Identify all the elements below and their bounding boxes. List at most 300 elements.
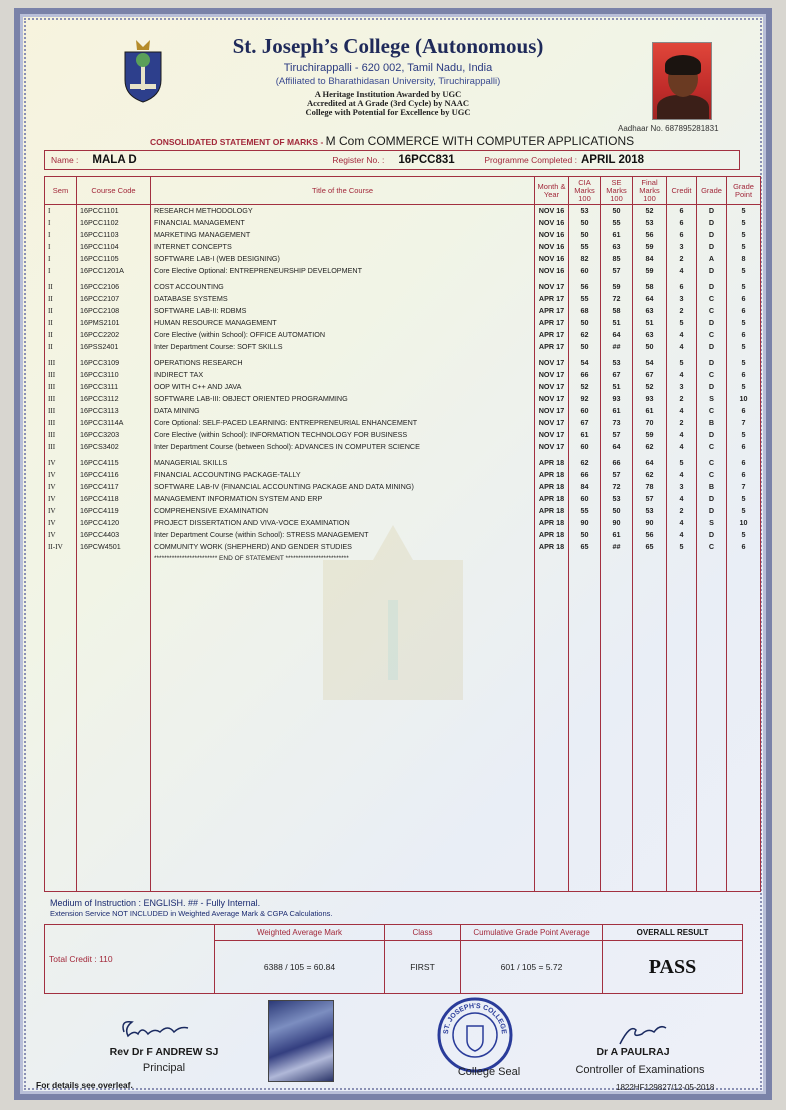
- row-course-code: 16PCC3203: [77, 429, 151, 441]
- overall-label: OVERALL RESULT: [603, 925, 743, 941]
- row-credit: 4: [667, 329, 697, 341]
- row-credit: 2: [667, 305, 697, 317]
- row-credit: 3: [667, 241, 697, 253]
- row-final: 90: [633, 517, 667, 529]
- row-course-code: 16PCC1201A: [77, 265, 151, 277]
- row-course-title: Core Elective Optional: ENTREPRENEURSHIP DEVELOPMENT: [151, 265, 535, 277]
- row-credit: 2: [667, 253, 697, 265]
- row-grade: D: [697, 381, 727, 393]
- row-final: 84: [633, 253, 667, 265]
- row-course-title: MARKETING MANAGEMENT: [151, 229, 535, 241]
- row-month-year: NOV 16: [535, 229, 569, 241]
- col-sem: Sem: [45, 177, 77, 205]
- row-month-year: NOV 16: [535, 205, 569, 218]
- row-month-year: NOV 17: [535, 281, 569, 293]
- row-se: 59: [601, 281, 633, 293]
- row-month-year: APR 18: [535, 481, 569, 493]
- row-grade: S: [697, 517, 727, 529]
- row-final: 53: [633, 217, 667, 229]
- row-se: 51: [601, 317, 633, 329]
- row-grade-point: 5: [727, 317, 761, 329]
- col-grade: Grade: [697, 177, 727, 205]
- row-se: 61: [601, 229, 633, 241]
- row-sem: III: [45, 417, 77, 429]
- row-sem: IV: [45, 505, 77, 517]
- row-cia: 82: [569, 253, 601, 265]
- row-grade: C: [697, 305, 727, 317]
- row-month-year: APR 18: [535, 541, 569, 553]
- row-credit: 2: [667, 393, 697, 405]
- row-course-title: SOFTWARE LAB-III: OBJECT ORIENTED PROGRAMMING: [151, 393, 535, 405]
- row-final: 50: [633, 341, 667, 353]
- row-credit: 4: [667, 517, 697, 529]
- row-grade: D: [697, 493, 727, 505]
- row-course-code: 16PCC4403: [77, 529, 151, 541]
- row-month-year: APR 18: [535, 457, 569, 469]
- row-credit: 4: [667, 529, 697, 541]
- row-cia: 65: [569, 541, 601, 553]
- row-grade-point: 6: [727, 293, 761, 305]
- row-grade-point: 5: [727, 505, 761, 517]
- row-grade-point: 5: [727, 493, 761, 505]
- row-cia: 50: [569, 217, 601, 229]
- register-label: Register No. :: [332, 155, 385, 165]
- row-credit: 2: [667, 417, 697, 429]
- row-grade: S: [697, 393, 727, 405]
- row-cia: 50: [569, 529, 601, 541]
- table-row: [45, 317, 761, 329]
- result-table: [44, 924, 743, 994]
- end-of-statement: ************************* END OF STATEMENT *************************: [151, 553, 535, 565]
- completed-label: Programme Completed :: [484, 155, 577, 165]
- row-month-year: NOV 17: [535, 417, 569, 429]
- row-se: 57: [601, 469, 633, 481]
- row-se: 66: [601, 457, 633, 469]
- row-month-year: NOV 17: [535, 441, 569, 453]
- register-number: 16PCC831: [398, 154, 455, 166]
- row-cia: 66: [569, 369, 601, 381]
- row-cia: 55: [569, 241, 601, 253]
- row-course-title: FINANCIAL ACCOUNTING PACKAGE-TALLY: [151, 469, 535, 481]
- row-grade-point: 8: [727, 253, 761, 265]
- row-grade-point: 6: [727, 441, 761, 453]
- row-course-title: INDIRECT TAX: [151, 369, 535, 381]
- row-grade: D: [697, 241, 727, 253]
- coe-signature: [610, 1020, 670, 1048]
- row-course-title: MANAGEMENT INFORMATION SYSTEM AND ERP: [151, 493, 535, 505]
- college-address: Tiruchirappalli - 620 002, Tamil Nadu, India: [283, 62, 493, 74]
- row-credit: 6: [667, 217, 697, 229]
- row-credit: 4: [667, 369, 697, 381]
- row-grade: D: [697, 265, 727, 277]
- table-row: [45, 457, 761, 469]
- medium-note: Medium of Instruction : ENGLISH. ## - Fully Internal.: [50, 898, 261, 908]
- row-course-code: 16PCC3113: [77, 405, 151, 417]
- row-month-year: NOV 17: [535, 381, 569, 393]
- row-cia: 90: [569, 517, 601, 529]
- college-seal-icon: [436, 996, 514, 1074]
- col-grade-point: Grade Point: [727, 177, 761, 205]
- row-grade-point: 5: [727, 281, 761, 293]
- marks-table: [44, 176, 761, 892]
- end-of-statement-row: [45, 553, 761, 565]
- row-cia: 60: [569, 265, 601, 277]
- col-month-year: Month & Year: [535, 177, 569, 205]
- row-sem: IV: [45, 469, 77, 481]
- row-se: 58: [601, 305, 633, 317]
- row-month-year: APR 17: [535, 305, 569, 317]
- row-month-year: APR 18: [535, 517, 569, 529]
- row-month-year: NOV 16: [535, 253, 569, 265]
- row-cia: 53: [569, 205, 601, 218]
- row-final: 59: [633, 429, 667, 441]
- row-cia: 60: [569, 441, 601, 453]
- row-course-title: PROJECT DISSERTATION AND VIVA-VOCE EXAMINATION: [151, 517, 535, 529]
- row-course-code: 16PCC3112: [77, 393, 151, 405]
- row-credit: 4: [667, 265, 697, 277]
- row-cia: 62: [569, 329, 601, 341]
- row-se: ##: [601, 541, 633, 553]
- row-credit: 6: [667, 281, 697, 293]
- row-course-code: 16PSS2401: [77, 341, 151, 353]
- row-course-code: 16PCS3402: [77, 441, 151, 453]
- row-credit: 4: [667, 341, 697, 353]
- table-row: [45, 305, 761, 317]
- row-course-code: 16PCC4119: [77, 505, 151, 517]
- row-sem: III: [45, 393, 77, 405]
- row-sem: II: [45, 317, 77, 329]
- row-sem: I: [45, 217, 77, 229]
- table-row: [45, 429, 761, 441]
- row-final: 54: [633, 357, 667, 369]
- row-month-year: APR 18: [535, 505, 569, 517]
- row-grade-point: 10: [727, 393, 761, 405]
- class-label: Class: [385, 925, 461, 941]
- row-course-code: 16PCC4118: [77, 493, 151, 505]
- table-row: [45, 253, 761, 265]
- row-sem: I: [45, 229, 77, 241]
- table-row: [45, 341, 761, 353]
- row-course-code: 16PCC3110: [77, 369, 151, 381]
- row-course-title: COMMUNITY WORK (SHEPHERD) AND GENDER STUDIES: [151, 541, 535, 553]
- row-final: 52: [633, 205, 667, 218]
- col-se: SE Marks 100: [601, 177, 633, 205]
- row-final: 63: [633, 305, 667, 317]
- seal-label: College Seal: [457, 1066, 521, 1078]
- row-se: 67: [601, 369, 633, 381]
- row-grade-point: 5: [727, 429, 761, 441]
- row-grade: D: [697, 317, 727, 329]
- row-se: 72: [601, 293, 633, 305]
- row-grade-point: 6: [727, 329, 761, 341]
- row-final: 63: [633, 329, 667, 341]
- row-course-code: 16PCC4116: [77, 469, 151, 481]
- row-course-code: 16PCC3111: [77, 381, 151, 393]
- row-month-year: APR 17: [535, 341, 569, 353]
- row-se: 53: [601, 357, 633, 369]
- col-cia: CIA Marks 100: [569, 177, 601, 205]
- table-row: [45, 505, 761, 517]
- blank-area: [45, 565, 761, 892]
- row-credit: 3: [667, 293, 697, 305]
- row-course-code: 16PCC2107: [77, 293, 151, 305]
- overleaf-note: For details see overleaf.: [36, 1080, 133, 1090]
- row-course-title: Inter Department Course (within School): STRESS MANAGEMENT: [151, 529, 535, 541]
- row-cia: 60: [569, 405, 601, 417]
- row-sem: III: [45, 405, 77, 417]
- table-row: [45, 529, 761, 541]
- row-cia: 68: [569, 305, 601, 317]
- table-row: [45, 493, 761, 505]
- row-final: 64: [633, 457, 667, 469]
- cgpa-value: 601 / 105 = 5.72: [461, 941, 603, 994]
- table-row: [45, 393, 761, 405]
- row-grade: D: [697, 205, 727, 218]
- statement-title: CONSOLIDATED STATEMENT OF MARKS - M Com COMMERCE WITH COMPUTER APPLICATIONS: [150, 134, 635, 148]
- row-month-year: NOV 16: [535, 217, 569, 229]
- row-cia: 62: [569, 457, 601, 469]
- row-cia: 55: [569, 293, 601, 305]
- college-affiliation: (Affiliated to Bharathidasan University, Tiruchirappalli): [275, 76, 501, 87]
- row-cia: 60: [569, 493, 601, 505]
- row-grade-point: 6: [727, 305, 761, 317]
- row-grade-point: 7: [727, 417, 761, 429]
- table-row: [45, 405, 761, 417]
- row-final: 59: [633, 265, 667, 277]
- table-row: [45, 469, 761, 481]
- row-final: 57: [633, 493, 667, 505]
- row-grade: C: [697, 293, 727, 305]
- row-se: 93: [601, 393, 633, 405]
- table-row: [45, 217, 761, 229]
- row-grade: C: [697, 441, 727, 453]
- row-course-title: OOP WITH C++ AND JAVA: [151, 381, 535, 393]
- student-info-bar: [44, 150, 740, 170]
- coe-title: Controller of Examinations: [575, 1064, 705, 1076]
- row-course-code: 16PCC3109: [77, 357, 151, 369]
- principal-title: Principal: [142, 1062, 186, 1074]
- row-grade-point: 6: [727, 405, 761, 417]
- row-credit: 4: [667, 441, 697, 453]
- row-month-year: NOV 16: [535, 241, 569, 253]
- row-final: 51: [633, 317, 667, 329]
- row-sem: II: [45, 305, 77, 317]
- row-grade: C: [697, 469, 727, 481]
- cgpa-label: Cumulative Grade Point Average: [461, 925, 603, 941]
- student-photo: [652, 42, 712, 120]
- row-se: ##: [601, 341, 633, 353]
- programme-name: M Com COMMERCE WITH COMPUTER APPLICATIONS: [325, 134, 635, 148]
- row-cia: 66: [569, 469, 601, 481]
- row-final: 59: [633, 241, 667, 253]
- row-course-title: MANAGERIAL SKILLS: [151, 457, 535, 469]
- row-credit: 3: [667, 381, 697, 393]
- principal-signature: [118, 1016, 198, 1042]
- row-cia: 92: [569, 393, 601, 405]
- table-row: [45, 481, 761, 493]
- row-se: 73: [601, 417, 633, 429]
- row-grade: D: [697, 429, 727, 441]
- row-course-title: Inter Department Course (between School): ADVANCES IN COMPUTER SCIENCE: [151, 441, 535, 453]
- row-credit: 4: [667, 429, 697, 441]
- row-course-code: 16PCC1103: [77, 229, 151, 241]
- table-row: [45, 205, 761, 218]
- row-grade-point: 6: [727, 457, 761, 469]
- row-se: 57: [601, 429, 633, 441]
- row-course-title: DATABASE SYSTEMS: [151, 293, 535, 305]
- row-cia: 67: [569, 417, 601, 429]
- row-credit: 2: [667, 505, 697, 517]
- row-course-title: SOFTWARE LAB-I (WEB DESIGNING): [151, 253, 535, 265]
- row-course-title: Inter Department Course: SOFT SKILLS: [151, 341, 535, 353]
- completed-date: APRIL 2018: [580, 154, 645, 166]
- row-final: 56: [633, 529, 667, 541]
- row-se: 64: [601, 329, 633, 341]
- wam-label: Weighted Average Mark: [215, 925, 385, 941]
- row-credit: 4: [667, 469, 697, 481]
- row-course-code: 16PCC1105: [77, 253, 151, 265]
- row-month-year: NOV 17: [535, 357, 569, 369]
- row-grade: B: [697, 417, 727, 429]
- col-final: Final Marks 100: [633, 177, 667, 205]
- row-course-code: 16PCC2202: [77, 329, 151, 341]
- row-course-code: 16PCC4120: [77, 517, 151, 529]
- principal-name: Rev Dr F ANDREW SJ: [109, 1046, 219, 1058]
- row-grade: D: [697, 357, 727, 369]
- row-course-code: 16PMS2101: [77, 317, 151, 329]
- row-course-code: 16PCC4117: [77, 481, 151, 493]
- row-course-title: OPERATIONS RESEARCH: [151, 357, 535, 369]
- row-cia: 50: [569, 317, 601, 329]
- row-final: 65: [633, 541, 667, 553]
- hologram-icon: [268, 1000, 334, 1082]
- row-course-code: 16PCC1101: [77, 205, 151, 218]
- row-final: 53: [633, 505, 667, 517]
- table-row: [45, 293, 761, 305]
- row-month-year: NOV 16: [535, 265, 569, 277]
- row-month-year: APR 17: [535, 317, 569, 329]
- row-credit: 5: [667, 357, 697, 369]
- row-grade-point: 6: [727, 369, 761, 381]
- row-course-title: DATA MINING: [151, 405, 535, 417]
- class-value: FIRST: [385, 941, 461, 994]
- row-credit: 5: [667, 317, 697, 329]
- row-sem: III: [45, 357, 77, 369]
- row-credit: 5: [667, 541, 697, 553]
- row-month-year: NOV 17: [535, 393, 569, 405]
- row-cia: 55: [569, 505, 601, 517]
- row-se: 61: [601, 529, 633, 541]
- row-course-code: 16PCC4115: [77, 457, 151, 469]
- row-grade: C: [697, 369, 727, 381]
- row-final: 93: [633, 393, 667, 405]
- row-month-year: APR 17: [535, 329, 569, 341]
- row-cia: 84: [569, 481, 601, 493]
- row-month-year: NOV 17: [535, 429, 569, 441]
- table-row: [45, 229, 761, 241]
- row-course-title: INTERNET CONCEPTS: [151, 241, 535, 253]
- row-cia: 50: [569, 229, 601, 241]
- row-grade: D: [697, 505, 727, 517]
- row-sem: I: [45, 253, 77, 265]
- row-grade: D: [697, 217, 727, 229]
- row-grade-point: 6: [727, 541, 761, 553]
- row-month-year: APR 18: [535, 469, 569, 481]
- row-grade: D: [697, 281, 727, 293]
- row-sem: III: [45, 441, 77, 453]
- row-se: 63: [601, 241, 633, 253]
- row-sem: III: [45, 381, 77, 393]
- row-sem: I: [45, 205, 77, 218]
- col-course-code: Course Code: [77, 177, 151, 205]
- row-course-title: HUMAN RESOURCE MANAGEMENT: [151, 317, 535, 329]
- row-se: 64: [601, 441, 633, 453]
- aadhaar-number: Aadhaar No. 687895281831: [618, 124, 719, 133]
- row-grade: D: [697, 529, 727, 541]
- row-grade-point: 5: [727, 529, 761, 541]
- row-grade: D: [697, 229, 727, 241]
- row-course-title: SOFTWARE LAB-II: RDBMS: [151, 305, 535, 317]
- student-name: MALA D: [92, 154, 137, 166]
- row-cia: 50: [569, 341, 601, 353]
- table-row: [45, 541, 761, 553]
- row-course-code: 16PCC3114A: [77, 417, 151, 429]
- college-accreditation: A Heritage Institution Awarded by UGC Accredited at A Grade (3rd Cycle) by NAAC College with Potential for Excellence by UGC: [305, 89, 471, 117]
- row-course-title: RESEARCH METHODOLOGY: [151, 205, 535, 218]
- row-final: 67: [633, 369, 667, 381]
- row-final: 58: [633, 281, 667, 293]
- row-cia: 52: [569, 381, 601, 393]
- overall-result: PASS: [603, 941, 743, 994]
- extension-note: Extension Service NOT INCLUDED in Weighted Average Mark & CGPA Calculations.: [50, 909, 333, 918]
- row-credit: 6: [667, 229, 697, 241]
- row-se: 57: [601, 265, 633, 277]
- row-cia: 56: [569, 281, 601, 293]
- row-credit: 4: [667, 405, 697, 417]
- row-cia: 54: [569, 357, 601, 369]
- row-grade: C: [697, 329, 727, 341]
- row-sem: IV: [45, 529, 77, 541]
- row-credit: 6: [667, 205, 697, 218]
- row-se: 50: [601, 505, 633, 517]
- table-row: [45, 357, 761, 369]
- row-grade: C: [697, 541, 727, 553]
- row-se: 55: [601, 217, 633, 229]
- row-course-code: 16PCC1102: [77, 217, 151, 229]
- row-course-title: Core Optional: SELF-PACED LEARNING: ENTREPRENEURIAL ENHANCEMENT: [151, 417, 535, 429]
- table-row: [45, 281, 761, 293]
- row-final: 70: [633, 417, 667, 429]
- row-grade: A: [697, 253, 727, 265]
- row-grade-point: 5: [727, 341, 761, 353]
- table-row: [45, 369, 761, 381]
- col-credit: Credit: [667, 177, 697, 205]
- row-course-title: FINANCIAL MANAGEMENT: [151, 217, 535, 229]
- row-course-title: COMPREHENSIVE EXAMINATION: [151, 505, 535, 517]
- row-se: 51: [601, 381, 633, 393]
- row-grade-point: 5: [727, 229, 761, 241]
- table-row: [45, 265, 761, 277]
- row-course-code: 16PCC2108: [77, 305, 151, 317]
- row-grade-point: 10: [727, 517, 761, 529]
- row-sem: I: [45, 265, 77, 277]
- row-grade-point: 5: [727, 381, 761, 393]
- row-grade-point: 5: [727, 217, 761, 229]
- row-grade-point: 6: [727, 469, 761, 481]
- table-row: [45, 441, 761, 453]
- row-course-title: COST ACCOUNTING: [151, 281, 535, 293]
- col-course-title: Title of the Course: [151, 177, 535, 205]
